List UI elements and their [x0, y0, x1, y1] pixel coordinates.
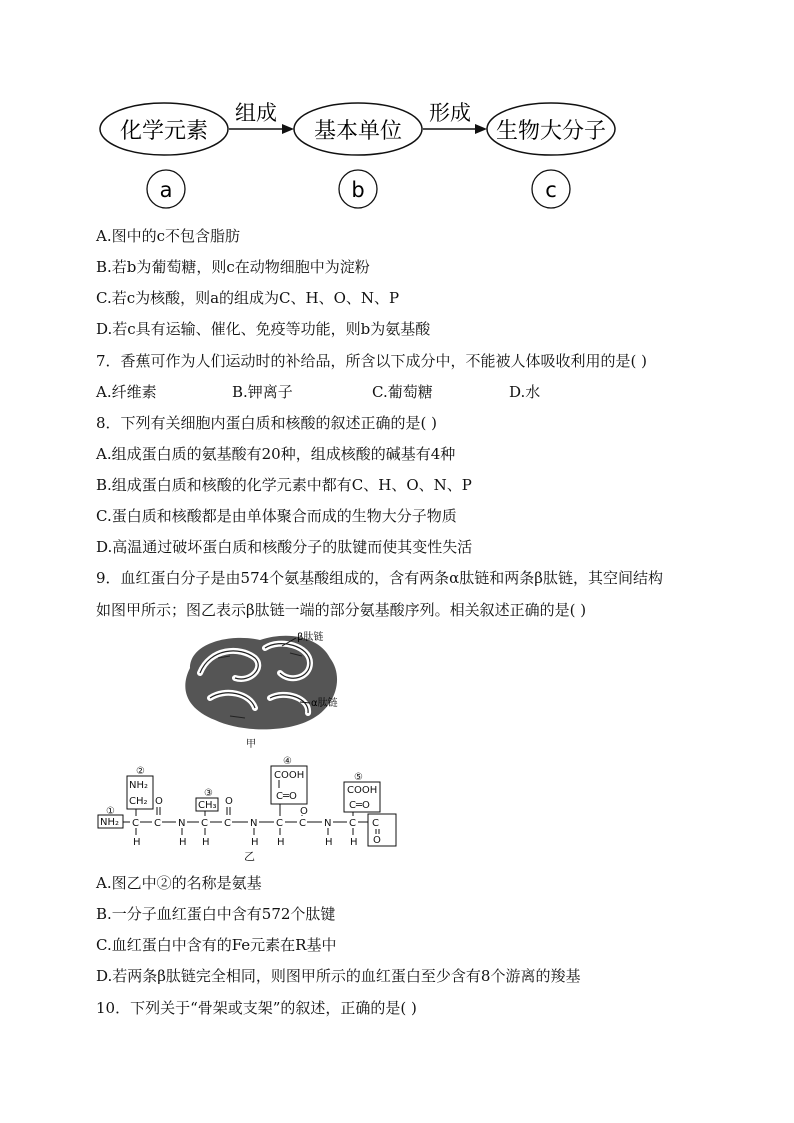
flow-node-elements: [100, 103, 228, 155]
svg-text:C═O: C═O: [349, 800, 370, 811]
svg-text:N: N: [324, 818, 332, 829]
label-2: ②: [136, 766, 145, 777]
label-1: ①: [106, 806, 115, 817]
svg-text:O: O: [300, 806, 308, 817]
q6-option-d[interactable]: D.若c具有运输、催化、免疫等功能，则b为氨基酸: [96, 320, 431, 338]
marker-b: [339, 170, 377, 208]
flow-node-macromolecule: [487, 103, 615, 155]
q7-option-d[interactable]: D.水: [509, 383, 541, 401]
svg-text:H: H: [350, 837, 358, 848]
svg-text:C: C: [299, 818, 306, 829]
q8-option-c[interactable]: C.蛋白质和核酸都是由单体聚合而成的生物大分子物质: [96, 507, 457, 525]
n-terminal-amino: NH₂: [100, 817, 120, 828]
q7-option-a[interactable]: A.纤维素: [96, 383, 157, 401]
r-group-cooh: COOH: [274, 770, 305, 781]
q7-option-b[interactable]: B.钾离子: [232, 383, 293, 401]
flow-node-unit: [294, 103, 422, 155]
marker-c: [532, 170, 570, 208]
beta-chain-label: β肽链: [297, 632, 324, 643]
flow-node-label: 基本单位: [313, 119, 403, 144]
svg-text:C: C: [154, 818, 161, 829]
q8-option-d[interactable]: D.高温通过破坏蛋白质和核酸分子的肽键而使其变性失活: [96, 538, 473, 556]
svg-text:C: C: [201, 818, 208, 829]
q9-option-c[interactable]: C.血红蛋白中含有的Fe元素在R基中: [96, 936, 337, 954]
q6-option-c[interactable]: C.若c为核酸，则a的组成为C、H、O、N、P: [96, 289, 400, 307]
flow-node-label: 生物大分子: [495, 119, 607, 144]
alpha-chain-label: α肽链: [311, 698, 338, 709]
r-group-nh2: NH₂: [129, 780, 149, 791]
flow-arrow-compose: [229, 101, 294, 134]
svg-text:H: H: [133, 837, 141, 848]
q9-option-b[interactable]: B.一分子血红蛋白中含有572个肽键: [96, 905, 336, 923]
q8-option-b[interactable]: B.组成蛋白质和核酸的化学元素中都有C、H、O、N、P: [96, 476, 472, 494]
flow-arrow-label: 形成: [429, 101, 471, 125]
q6-option-b[interactable]: B.若b为葡萄糖，则c在动物细胞中为淀粉: [96, 258, 370, 276]
svg-text:C: C: [224, 818, 231, 829]
svg-text:H: H: [202, 837, 210, 848]
svg-text:H: H: [251, 837, 259, 848]
flow-node-label: 化学元素: [119, 119, 209, 144]
svg-text:N: N: [250, 818, 258, 829]
q9-option-d[interactable]: D.若两条β肽链完全相同，则图甲所示的血红蛋白至少含有8个游离的羧基: [96, 967, 581, 985]
q10-stem: 10．下列关于“骨架或支架”的叙述，正确的是( ): [96, 999, 417, 1017]
figure-jia-caption: 甲: [246, 739, 256, 750]
marker-a: [147, 170, 185, 208]
flow-arrow-form: [423, 101, 487, 134]
q9-option-a[interactable]: A.图乙中②的名称是氨基: [96, 874, 262, 892]
svg-text:C: C: [276, 818, 283, 829]
svg-text:N: N: [178, 818, 186, 829]
label-4: ④: [283, 756, 292, 767]
svg-text:O: O: [155, 796, 163, 807]
svg-text:O: O: [373, 835, 381, 846]
svg-text:H: H: [179, 837, 187, 848]
concept-flow-diagram: [0, 0, 794, 220]
hemoglobin-structure-figure: [170, 628, 410, 752]
svg-text:H: H: [277, 837, 285, 848]
svg-text:a: a: [159, 178, 173, 202]
svg-text:C: C: [372, 818, 379, 829]
svg-text:C═O: C═O: [276, 791, 297, 802]
label-3: ③: [204, 788, 213, 799]
svg-text:c: c: [545, 178, 557, 202]
svg-text:COOH: COOH: [347, 785, 378, 796]
q8-option-a[interactable]: A.组成蛋白质的氨基酸有20种，组成核酸的碱基有4种: [96, 445, 456, 463]
q6-option-a[interactable]: A.图中的c不包含脂肪: [96, 227, 241, 245]
q7-stem: 7．香蕉可作为人们运动时的补给品，所含以下成分中，不能被人体吸收利用的是( ): [96, 352, 648, 370]
q9-stem-line2: 如图甲所示；图乙表示β肽链一端的部分氨基酸序列。相关叙述正确的是( ): [96, 601, 587, 619]
svg-text:b: b: [351, 178, 365, 202]
svg-text:H: H: [325, 837, 333, 848]
hemoglobin-blob: [185, 636, 337, 730]
q7-option-c[interactable]: C.葡萄糖: [372, 383, 433, 401]
r-group-ch2: CH₂: [129, 796, 148, 807]
figure-yi-caption: 乙: [244, 850, 255, 863]
svg-text:C: C: [132, 818, 139, 829]
amino-acid-sequence-figure: [96, 752, 406, 864]
label-5: ⑤: [354, 772, 363, 783]
svg-text:C: C: [349, 818, 356, 829]
r-group-ch3: CH₃: [198, 800, 217, 811]
flow-arrow-label: 组成: [235, 101, 277, 125]
svg-text:O: O: [225, 796, 233, 807]
q8-stem: 8．下列有关细胞内蛋白质和核酸的叙述正确的是( ): [96, 414, 438, 432]
q9-stem-line1: 9．血红蛋白分子是由574个氨基酸组成的，含有两条α肽链和两条β肽链，其空间结构: [96, 569, 663, 587]
